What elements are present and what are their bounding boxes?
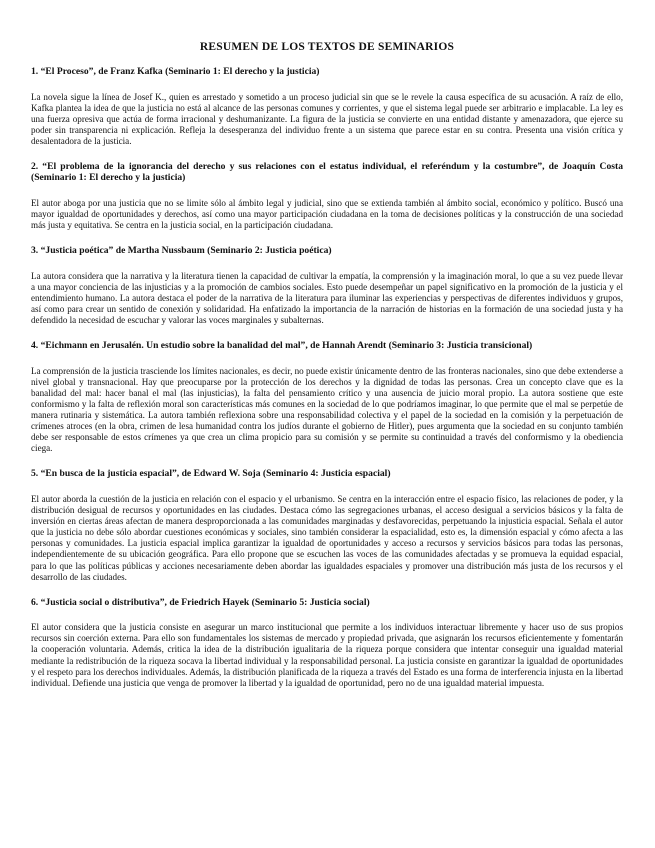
section-heading: 3. “Justicia poética” de Martha Nussbaum (Seminario 2: Justicia poética) [31, 245, 332, 257]
document-title: RESUMEN DE LOS TEXTOS DE SEMINARIOS [199, 41, 455, 53]
section-body: La novela sigue la línea de Josef K., quien es arrestado y sometido a un proceso judicial sin que se le revele la causa específica de su acusación. A raíz de ello, Kafka plantea la idea de que la justicia no está al alcance de las personas comunes y corrientes, y que el sistema legal puede ser arbitrario e implacable. La ley es una fuerza opresiva que actúa de forma irracional y deshumanizante. La figura de la justicia se convierte en una entidad distante y amenazadora, que ejerce su poder sin transparencia ni explicación. Refleja la desesperanza del individuo frente a un sistema que parece estar en su contra. Presenta una visión crítica y desalentadora de la justicia. [31, 91, 623, 146]
section-heading: 6. “Justicia social o distributiva”, de Friedrich Hayek (Seminario 5: Justicia social) [31, 596, 370, 608]
section-3 [31, 245, 623, 326]
section-heading: 1. “El Proceso”, de Franz Kafka (Seminario 1: El derecho y la justicia) [31, 66, 320, 77]
section-6 [31, 597, 623, 689]
section-heading: 4. “Eichmann en Jerusalén. Un estudio sobre la banalidad del mal”, de Hannah Arendt (Seminario 3: Justicia transicional) [31, 340, 533, 352]
section-heading: 2. “El problema de la ignorancia del derecho y sus relaciones con el estatus individual, el referéndum y la costumbre”, de Joaquín Costa (Seminario 1: El derecho y la justicia) [31, 160, 623, 184]
section-4 [31, 340, 623, 454]
section-2 [31, 161, 623, 231]
section-heading: 5. “En busca de la justicia espacial”, de Edward W. Soja (Seminario 4: Justicia espacial) [31, 468, 391, 480]
section-1 [31, 66, 623, 147]
section-body: La comprensión de la justicia trasciende los límites nacionales, es decir, no puede existir únicamente dentro de las fronteras nacionales, sino que debe extenderse a nivel global y transnacional. Hay que preocuparse por la protección de los derechos y la dignidad de todas las personas. Crea un concepto clave que es la banalidad del mal: hacer banal el mal (las injusticias), la falta del pensamiento crítico y una ausencia de juicio moral propio. La autora sostiene que este conformismo y la falta de reflexión moral son características más comunes en la sociedad de lo que podríamos imaginar, lo que permite que el mal se perpetúe de manera rutinaria y sistemática. La autora también reflexiona sobre una responsabilidad colectiva y el papel de la sociedad en la comisión y la perpetuación de crímenes atroces (en la obra, crimen de lesa humanidad contra los judíos durante el gobierno de Hitler), pues argumenta que la sociedad en su conjunto también debe ser responsable de estos crímenes ya que crea un clima propicio para su comisión y se permite su continuidad a través del conformismo y la obediencia ciega. [31, 365, 623, 454]
section-body: El autor aborda la cuestión de la justicia en relación con el espacio y el urbanismo. Se centra en la interacción entre el espacio físico, las relaciones de poder, y la distribución desigual de recursos y oportunidades en las ciudades. Destaca cómo las segregaciones urbanas, el acceso desigual a servicios básicos y la falta de inversión en ciertas áreas afectan de manera desproporcionada a las comunidades marginadas y desfavorecidas, perpetuando la injusticia espacial. Señala el autor que la justicia no debe sólo abordar cuestiones económicas y sociales, sino también considerar la espacialidad, esto es, la dimensión espacial y cómo afecta a las personas y comunidades. La justicia espacial implica garantizar la igualdad de oportunidades y acceso a recursos y servicios básicos para todas las personas, independientemente de su ubicación geográfica. Para ello propone que se escuchen las voces de las comunidades afectadas y se promueva la equidad espacial, para lo que las políticas públicas y acciones necesariamente deben abordar las igualdades espaciales y promover una distribución más justa de los recursos y el desarrollo de las ciudades. [31, 493, 623, 582]
section-body: La autora considera que la narrativa y la literatura tienen la capacidad de cultivar la empatía, la comprensión y la imaginación moral, lo que a su vez puede llevar a una mayor conciencia de las injusticias y a la promoción de cambios sociales. Esto puede desempeñar un papel significativo en la promoción de la justicia y el entendimiento humano. La autora destaca el poder de la narrativa de la literatura para iluminar las experiencias y perspectivas de diferentes individuos y grupos, así como para crear un sentido de conexión y solidaridad. Ha enfatizado la importancia de la narración de historias en la formación de una sociedad justa y ha defendido la necesidad de escuchar y valorar las voces marginales y subalternas. [31, 270, 623, 326]
section-body: El autor considera que la justicia consiste en asegurar un marco institucional que permite a los individuos interactuar libremente y hacer uso de sus propios recursos sin coerción externa. Para ello son fundamentales los sistemas de mercado y propiedad privada, que asignarán los recursos eficientemente y fomentarán la cooperación voluntaria. Además, critica la idea de la distribución igualitaria de la riqueza porque considera que intentar conseguir una igualdad material mediante la redistribución de la riqueza socava la libertad individual y la responsabilidad personal. La justicia consiste en garantizar la igualdad de oportunidades y el respeto para los derechos individuales. Además, la distribución planificada de la riqueza a través del Estado es una forma de interferencia injusta en la libertad individual. Defiende una justicia que venga de promover la libertad y la igualdad de oportunidad, pero no de una igualdad material impuesta. [31, 622, 623, 688]
section-5 [31, 468, 623, 582]
section-body: El autor aboga por una justicia que no se limite sólo al ámbito legal y judicial, sino que se extienda también al ámbito social, económico y político. Buscó una mayor igualdad de oportunidades y derechos, así como una mayor participación ciudadana en la toma de decisiones políticas y la construcción de una sociedad más justa y equitativa. Se centra en la justicia social, en la participación ciudadana. [31, 197, 623, 231]
